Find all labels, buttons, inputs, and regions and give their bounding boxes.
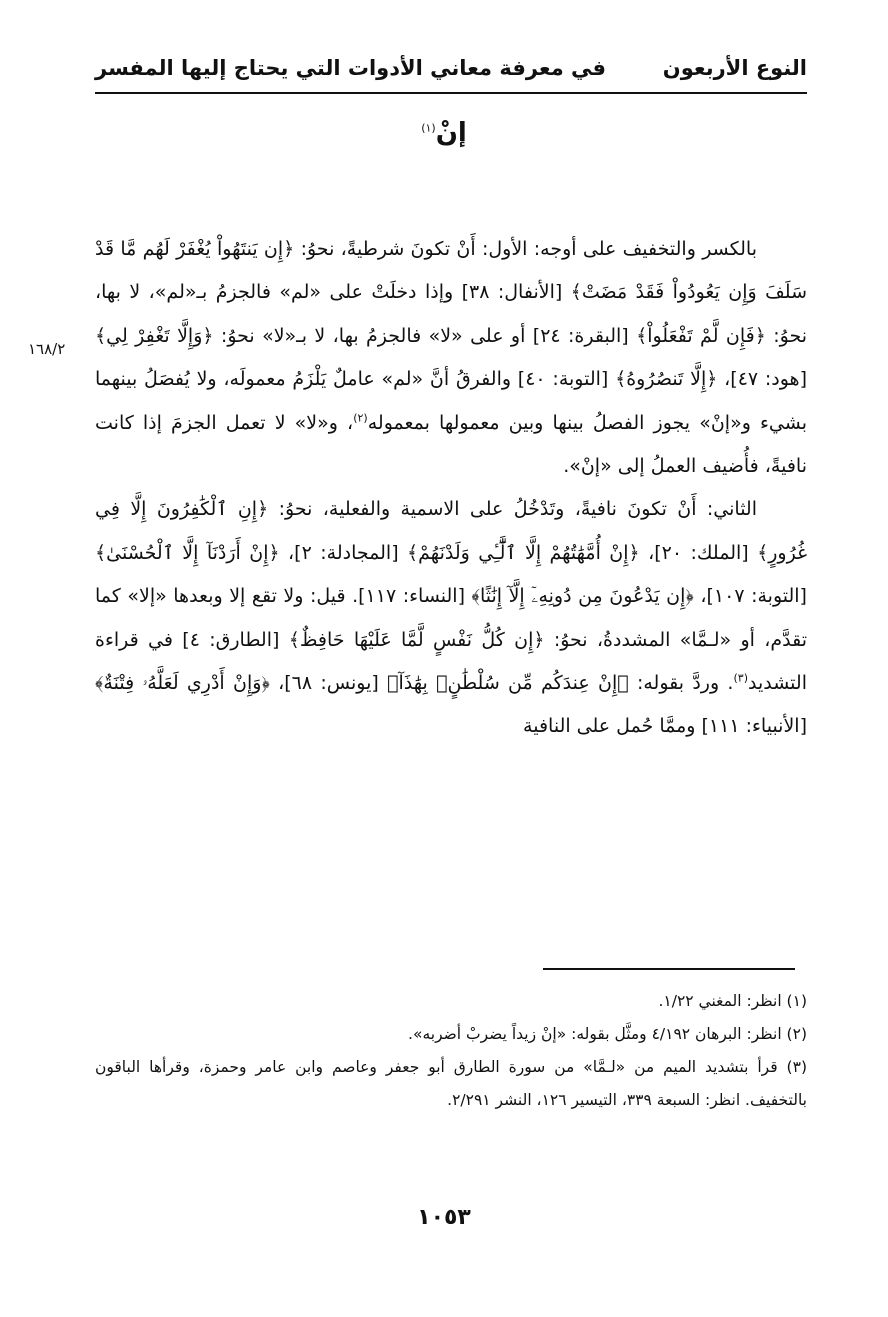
footnote-marker-3: (٣): [733, 671, 748, 685]
footnote-divider: [543, 968, 795, 970]
footnote: (١) انظر: المغني ١/٢٢.: [658, 992, 807, 1010]
paragraph-2-text: الثاني: أَنْ تكونَ نافيةً، وتَدْخُلُ على الاسمية والفعلية، نحوُ: ﴿إِنِ ٱلْكَٰفِرُونَ إِلَّا فِي غُرُورٍ﴾ [الملك: ٢٠]، ﴿إِنْ أُمَّهَٰتُهُمْ إِلَّا ٱلَّٰٓـِٔي وَلَدْنَهُمْ﴾ [المجادلة: ٢]، ﴿إِنْ أَرَدْنَآ إِلَّا ٱلْحُسْنَىٰ﴾ [التوبة: ١٠٧]، ﴿إِن يَدْعُونَ مِن دُونِهِۦٓ إِلَّآ إِنَٰثًا﴾ [النساء: ١١٧]. قيل: ولا تقع إلا وبعدها «إلا» كما تقدَّم، أو «لـمَّا» المشددةُ، نحوُ: ﴿إِن كُلُّ نَفْسٍ لَّمَّا عَلَيْهَا حَافِظٌ﴾ [الطارق: ٤] في قراءة التشديد: [95, 498, 808, 695]
paragraph-1-text: بالكسر والتخفيف على أوجه: الأول: أَنْ تكونَ شرطيةً، نحوُ: ﴿إِن يَنتَهُواْ يُغْفَرْ لَهُم مَّا قَدْ سَلَفَ وَإِن يَعُودُواْ فَقَدْ مَضَتْ﴾ [الأنفال: ٣٨] وإذا دخلَتْ على «لم» فالجزمُ بـ«لم»، لا بها، نحوُ: ﴿فَإِن لَّمْ تَفْعَلُواْ﴾ [البقرة: ٢٤] أو على «لا» فالجزمُ بها، لا بـ«لا» نحوُ: ﴿وَإِلَّا تَغْفِرْ لِي﴾ [هود: ٤٧]، ﴿إِلَّا تَنصُرُوهُ﴾ [التوبة: ٤٠] والفرقُ أنَّ «لم» عاملٌ يَلْزَمُ معمولَه، ولا يُفصَلُ بينهما بشيء و«إنْ» يجوز الفصلُ بينها وبين معمولها بمعموله: [95, 238, 808, 434]
page-number: ١٠٥٣: [417, 1205, 471, 1230]
footnote: (٢) انظر: البرهان ٤/١٩٢ ومثَّل بقوله: «إنْ زيداً يضربْ أضربه».: [408, 1025, 807, 1043]
footnotes: [95, 985, 807, 1117]
paragraph-1: [95, 228, 807, 488]
footnote: (٣) قرأ بتشديد الميم من «لـمَّا» من سورة الطارق أبو جعفر وعاصم وابن عامر وحمزة، وقرأها الباقون بالتخفيف. انظر: السبعة ٣٣٩، التيسير ١٢٦، النشر ٢/٢٩١.: [95, 1058, 807, 1109]
margin-reference: ١٦٨/٢: [28, 340, 66, 358]
main-text: [95, 228, 807, 749]
paragraph-2-tail: . وردَّ بقوله: ﴿إِنْ عِندَكُم مِّن سُلْطَٰنٍۭ بِهَٰذَآ﴾ [يونس: ٦٨]، ﴿وَإِنْ أَدْرِي لَعَلَّهُۥ فِتْنَةٌ﴾ [الأنبياء: ١١١] وممَّا حُمل على النافية: [95, 672, 807, 738]
title-footnote-marker: (١): [421, 121, 436, 135]
section-title-text: إنْ: [435, 118, 467, 148]
section-title: [0, 118, 888, 148]
running-header: [95, 50, 807, 94]
footnote-marker-2: (٢): [353, 411, 368, 425]
header-chapter: النوع الأربعون: [662, 56, 807, 80]
paragraph-1-tail: ، و«لا» لا تعمل الجزمَ إذا كانت نافيةً، فأُضيف العملُ إلى «إنْ».: [95, 411, 807, 478]
header-topic: في معرفة معاني الأدوات التي يحتاج إليها المفسر: [95, 56, 607, 80]
paragraph-2: [95, 488, 807, 748]
header-divider: [95, 92, 807, 94]
